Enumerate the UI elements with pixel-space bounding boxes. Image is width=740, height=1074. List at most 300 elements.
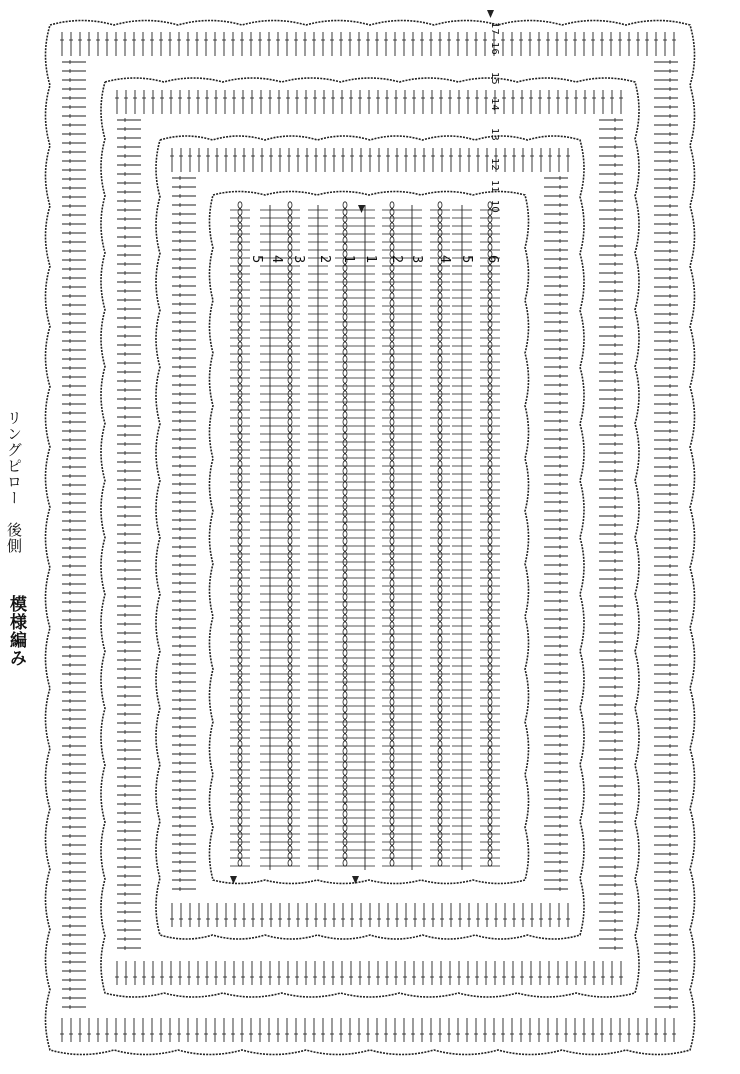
chain-stitch	[390, 804, 394, 810]
chain-stitch	[288, 664, 292, 670]
chain-stitch	[288, 230, 292, 236]
chain-stitch	[238, 650, 242, 656]
chain-stitch	[488, 314, 492, 320]
chain-stitch	[488, 720, 492, 726]
chain-stitch	[288, 468, 292, 474]
chain-stitch	[390, 454, 394, 460]
chain-stitch	[488, 307, 492, 313]
row-number-label: 10	[489, 200, 500, 213]
center-row-label: 1	[363, 255, 378, 264]
chain-stitch	[288, 734, 292, 740]
chain-stitch	[343, 328, 347, 334]
chain-stitch	[488, 216, 492, 222]
chain-stitch	[438, 748, 442, 754]
chain-stitch	[438, 300, 442, 306]
chain-stitch	[390, 587, 394, 593]
chain-stitch	[488, 643, 492, 649]
chain-stitch	[288, 622, 292, 628]
chain-stitch	[488, 342, 492, 348]
chain-stitch	[438, 370, 442, 376]
chain-stitch	[488, 398, 492, 404]
scallop-border	[46, 21, 695, 1055]
chain-stitch	[488, 426, 492, 432]
chain-stitch	[238, 482, 242, 488]
chain-stitch	[343, 846, 347, 852]
chain-stitch	[438, 510, 442, 516]
chain-stitch	[288, 370, 292, 376]
chain-stitch	[438, 384, 442, 390]
chain-stitch	[238, 538, 242, 544]
chain-stitch	[488, 300, 492, 306]
chain-stitch	[238, 251, 242, 257]
chain-stitch	[343, 678, 347, 684]
chain-stitch	[238, 811, 242, 817]
chain-stitch	[343, 762, 347, 768]
chain-stitch	[390, 699, 394, 705]
chain-stitch	[288, 440, 292, 446]
chain-stitch	[488, 468, 492, 474]
chain-stitch	[390, 272, 394, 278]
chain-stitch	[288, 216, 292, 222]
center-row-label: 3	[409, 255, 424, 264]
chain-stitch	[343, 811, 347, 817]
chain-stitch	[438, 524, 442, 530]
chain-stitch	[288, 748, 292, 754]
chain-stitch	[343, 552, 347, 558]
chain-stitch	[438, 678, 442, 684]
chain-stitch	[343, 832, 347, 838]
chain-stitch	[238, 846, 242, 852]
chain-stitch	[238, 762, 242, 768]
chain-stitch	[238, 468, 242, 474]
chain-stitch	[288, 678, 292, 684]
chain-stitch	[438, 580, 442, 586]
chain-stitch	[488, 776, 492, 782]
chain-stitch	[488, 790, 492, 796]
chain-stitch	[343, 636, 347, 642]
center-row-label: 5	[459, 255, 474, 264]
chain-stitch	[488, 594, 492, 600]
center-row-label: 4	[437, 255, 452, 264]
chain-stitch	[288, 818, 292, 824]
chain-stitch	[238, 419, 242, 425]
chain-stitch	[390, 468, 394, 474]
chain-stitch	[288, 692, 292, 698]
chain-stitch	[488, 678, 492, 684]
chain-stitch	[238, 286, 242, 292]
chain-stitch	[288, 363, 292, 369]
chain-stitch	[238, 216, 242, 222]
chain-stitch	[390, 692, 394, 698]
chain-stitch	[343, 216, 347, 222]
chain-stitch	[438, 538, 442, 544]
chain-stitch	[343, 818, 347, 824]
chain-stitch	[288, 510, 292, 516]
chain-stitch	[343, 587, 347, 593]
chain-stitch	[488, 692, 492, 698]
chain-stitch	[488, 286, 492, 292]
chain-stitch	[288, 412, 292, 418]
chain-stitch	[238, 566, 242, 572]
chain-stitch	[390, 776, 394, 782]
chain-stitch	[438, 699, 442, 705]
chain-stitch	[488, 440, 492, 446]
chain-stitch	[390, 706, 394, 712]
chain-stitch	[488, 664, 492, 670]
chain-stitch	[438, 398, 442, 404]
chain-stitch	[238, 412, 242, 418]
chain-stitch	[288, 832, 292, 838]
chain-stitch	[288, 356, 292, 362]
chain-stitch	[488, 706, 492, 712]
chain-stitch	[438, 314, 442, 320]
chain-stitch	[390, 307, 394, 313]
chain-stitch	[343, 496, 347, 502]
row-number-label: 17	[489, 22, 500, 35]
chain-stitch	[238, 531, 242, 537]
chain-stitch	[238, 202, 242, 208]
chain-stitch	[488, 454, 492, 460]
chain-stitch	[488, 384, 492, 390]
row-number-label: 12	[489, 158, 500, 171]
chain-stitch	[343, 314, 347, 320]
chain-stitch	[438, 419, 442, 425]
chain-stitch	[343, 468, 347, 474]
chain-stitch	[438, 566, 442, 572]
chain-stitch	[488, 755, 492, 761]
chain-stitch	[438, 531, 442, 537]
chain-stitch	[288, 496, 292, 502]
chain-stitch	[238, 384, 242, 390]
chain-stitch	[438, 776, 442, 782]
chain-stitch	[488, 587, 492, 593]
chain-stitch	[343, 398, 347, 404]
chain-stitch	[438, 454, 442, 460]
chain-stitch	[288, 244, 292, 250]
chain-stitch	[343, 356, 347, 362]
chain-stitch	[488, 832, 492, 838]
center-row-label: 2	[389, 255, 404, 264]
chain-stitch	[390, 678, 394, 684]
chain-stitch	[438, 860, 442, 866]
chain-stitch	[438, 650, 442, 656]
chain-stitch	[238, 230, 242, 236]
chain-stitch	[488, 244, 492, 250]
chain-stitch	[390, 790, 394, 796]
chain-stitch	[238, 860, 242, 866]
chain-stitch	[288, 762, 292, 768]
chain-stitch	[488, 580, 492, 586]
chain-stitch	[288, 384, 292, 390]
scallop-ring	[210, 192, 529, 884]
chain-stitch	[390, 636, 394, 642]
chain-stitch	[438, 762, 442, 768]
chain-stitch	[390, 664, 394, 670]
chain-stitch	[390, 328, 394, 334]
chain-stitch	[390, 510, 394, 516]
chain-stitch	[288, 538, 292, 544]
chain-stitch	[390, 440, 394, 446]
chain-stitch	[438, 755, 442, 761]
chain-stitch	[488, 496, 492, 502]
chain-stitch	[343, 363, 347, 369]
chain-stitch	[390, 216, 394, 222]
chain-stitch	[238, 440, 242, 446]
chain-stitch	[488, 475, 492, 481]
chain-stitch	[238, 720, 242, 726]
chain-stitch	[288, 307, 292, 313]
chain-stitch	[390, 370, 394, 376]
chain-stitch	[238, 755, 242, 761]
center-row-label: 1	[341, 255, 356, 264]
center-row-label: 3	[291, 255, 306, 264]
chain-stitch	[343, 692, 347, 698]
chain-stitch	[488, 636, 492, 642]
chain-stitch	[438, 482, 442, 488]
chain-stitch	[488, 818, 492, 824]
chain-stitch	[238, 370, 242, 376]
chain-stitch	[343, 482, 347, 488]
chain-stitch	[288, 566, 292, 572]
chain-stitch	[438, 643, 442, 649]
chain-stitch	[438, 692, 442, 698]
chain-stitch	[488, 272, 492, 278]
chain-stitch	[390, 734, 394, 740]
chain-stitch	[438, 734, 442, 740]
chain-stitch	[343, 594, 347, 600]
chain-stitch	[438, 307, 442, 313]
chain-stitch	[288, 804, 292, 810]
chain-stitch	[390, 846, 394, 852]
chain-stitch	[288, 524, 292, 530]
chain-stitch	[343, 244, 347, 250]
chain-stitch	[343, 531, 347, 537]
chain-stitch	[488, 650, 492, 656]
chain-stitch	[390, 412, 394, 418]
chain-stitch	[488, 419, 492, 425]
chain-stitch	[438, 244, 442, 250]
center-row-label: 2	[317, 255, 332, 264]
chain-stitch	[488, 412, 492, 418]
chain-stitch	[390, 342, 394, 348]
chain-stitch	[488, 328, 492, 334]
chain-stitch	[238, 734, 242, 740]
chain-stitch	[438, 664, 442, 670]
chain-stitch	[343, 776, 347, 782]
chain-stitch	[288, 790, 292, 796]
chain-stitch	[238, 363, 242, 369]
chain-stitch	[390, 202, 394, 208]
chain-stitch	[343, 650, 347, 656]
chain-stitch	[343, 643, 347, 649]
chain-stitch	[238, 790, 242, 796]
chain-stitch	[488, 552, 492, 558]
chain-stitch	[288, 328, 292, 334]
chain-stitch	[288, 342, 292, 348]
chain-stitch	[390, 419, 394, 425]
chain-stitch	[238, 524, 242, 530]
chain-stitch	[438, 342, 442, 348]
chain-stitch	[288, 286, 292, 292]
chain-stitch	[288, 846, 292, 852]
chain-stitch	[288, 811, 292, 817]
chain-stitch	[438, 790, 442, 796]
chain-stitch	[343, 755, 347, 761]
chain-stitch	[390, 286, 394, 292]
chain-stitch	[288, 699, 292, 705]
chain-stitch	[288, 860, 292, 866]
chain-stitch	[343, 580, 347, 586]
chain-stitch	[438, 804, 442, 810]
chain-stitch	[390, 496, 394, 502]
chain-stitch	[390, 398, 394, 404]
chain-stitch	[390, 363, 394, 369]
chain-stitch	[238, 706, 242, 712]
chain-stitch	[238, 608, 242, 614]
chain-stitch	[238, 356, 242, 362]
chain-stitch	[288, 454, 292, 460]
chain-stitch	[438, 363, 442, 369]
chain-stitch	[438, 230, 442, 236]
chain-stitch	[343, 426, 347, 432]
chain-stitch	[288, 636, 292, 642]
chain-stitch	[488, 363, 492, 369]
chain-stitch	[238, 678, 242, 684]
row-number-label: 11	[489, 180, 500, 193]
chain-stitch	[488, 510, 492, 516]
chain-stitch	[238, 342, 242, 348]
chain-stitch	[238, 307, 242, 313]
chain-stitch	[288, 202, 292, 208]
chain-stitch	[343, 440, 347, 446]
chain-stitch	[343, 202, 347, 208]
chain-stitch	[238, 699, 242, 705]
chain-stitch	[488, 860, 492, 866]
chain-stitch	[438, 594, 442, 600]
chain-stitch	[288, 426, 292, 432]
chain-stitch	[438, 552, 442, 558]
chain-stitch	[343, 370, 347, 376]
chain-stitch	[488, 748, 492, 754]
chain-stitch	[488, 734, 492, 740]
chain-stitch	[238, 328, 242, 334]
chain-stitch	[390, 356, 394, 362]
chain-stitch	[488, 566, 492, 572]
chain-stitch	[238, 748, 242, 754]
chain-stitch	[390, 566, 394, 572]
chain-stitch	[288, 272, 292, 278]
chain-stitch	[390, 314, 394, 320]
chain-stitch	[238, 244, 242, 250]
chain-stitch	[438, 608, 442, 614]
chain-stitch	[488, 370, 492, 376]
chain-stitch	[390, 608, 394, 614]
chain-stitch	[390, 594, 394, 600]
row-number-label: 13	[489, 128, 500, 141]
chain-stitch	[343, 622, 347, 628]
chain-stitch	[343, 748, 347, 754]
chain-stitch	[390, 818, 394, 824]
chain-stitch	[343, 720, 347, 726]
chain-stitch	[488, 811, 492, 817]
chain-stitch	[438, 356, 442, 362]
chain-stitch	[438, 468, 442, 474]
chain-stitch	[238, 692, 242, 698]
row-number-label: 15	[489, 72, 500, 85]
chain-stitch	[390, 832, 394, 838]
chain-stitch	[438, 496, 442, 502]
chain-stitch	[238, 832, 242, 838]
chain-stitch	[343, 566, 347, 572]
chain-stitch	[343, 475, 347, 481]
chain-stitch	[238, 594, 242, 600]
chain-stitch	[288, 594, 292, 600]
chain-stitch	[343, 860, 347, 866]
chain-stitch	[438, 587, 442, 593]
chain-stitch	[288, 608, 292, 614]
chain-stitch	[238, 636, 242, 642]
chain-stitch	[343, 804, 347, 810]
chain-stitch	[343, 272, 347, 278]
chain-stitch	[438, 328, 442, 334]
chain-stitch	[488, 524, 492, 530]
chain-stitch	[488, 356, 492, 362]
chain-stitch	[288, 475, 292, 481]
chain-stitch	[390, 426, 394, 432]
chain-stitch	[390, 860, 394, 866]
chain-stitch	[288, 482, 292, 488]
scallop-ring	[46, 21, 695, 1055]
chain-stitch	[438, 475, 442, 481]
chain-stitch	[343, 384, 347, 390]
chain-stitch	[238, 580, 242, 586]
chain-stitch	[288, 552, 292, 558]
chain-stitch	[238, 398, 242, 404]
chain-stitch	[343, 300, 347, 306]
chain-stitch	[238, 622, 242, 628]
chain-stitch	[288, 587, 292, 593]
chain-stitch	[390, 622, 394, 628]
chain-stitch	[343, 419, 347, 425]
chain-stitch	[238, 258, 242, 264]
chain-stitch	[488, 608, 492, 614]
chain-stitch	[390, 650, 394, 656]
chain-stitch	[438, 636, 442, 642]
chain-stitch	[438, 832, 442, 838]
chain-stitch	[390, 230, 394, 236]
chain-stitch	[238, 643, 242, 649]
chain-stitch	[438, 706, 442, 712]
chain-stitch	[438, 818, 442, 824]
chain-stitch	[288, 314, 292, 320]
chain-stitch	[238, 300, 242, 306]
chain-stitch	[343, 307, 347, 313]
chain-stitch	[390, 482, 394, 488]
chain-stitch	[238, 776, 242, 782]
chain-stitch	[238, 552, 242, 558]
chain-stitch	[238, 454, 242, 460]
chain-stitch	[390, 300, 394, 306]
start-triangle-icon	[358, 205, 365, 213]
chain-stitch	[438, 286, 442, 292]
chain-stitch	[288, 755, 292, 761]
chain-stitch	[238, 496, 242, 502]
chain-stitch	[488, 538, 492, 544]
chain-stitch	[438, 202, 442, 208]
chain-stitch	[343, 706, 347, 712]
chain-stitch	[390, 524, 394, 530]
chain-stitch	[390, 748, 394, 754]
